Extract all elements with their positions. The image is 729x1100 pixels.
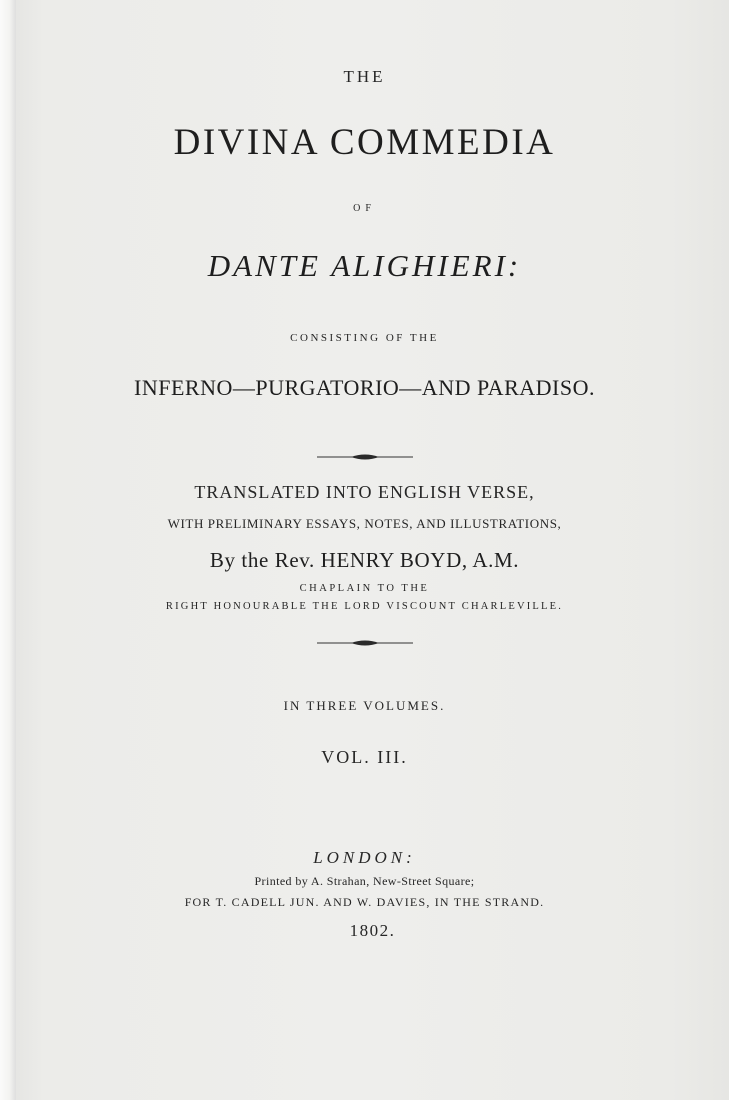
chaplain-line: CHAPLAIN TO THE	[299, 583, 430, 594]
viscount-line: RIGHT HONOURABLE THE LORD VISCOUNT CHARLEVILLE.	[165, 601, 564, 612]
translated-line: TRANSLATED INTO ENGLISH VERSE,	[194, 482, 535, 502]
parts-line: INFERNO—PURGATORIO—AND PARADISO.	[134, 375, 595, 400]
volume-number: VOL. III.	[321, 747, 408, 767]
volumes-line: IN THREE VOLUMES.	[283, 698, 446, 713]
ornament-rule-top	[0, 452, 729, 462]
work-title: DIVINA COMMEDIA	[173, 122, 556, 163]
ornament-icon	[317, 638, 413, 648]
translator-line: By the Rev. HENRY BOYD, A.M.	[209, 548, 520, 572]
consisting-line: CONSISTING OF THE	[290, 332, 439, 344]
printer-line: Printed by A. Strahan, New-Street Square;	[254, 874, 475, 888]
ornament-icon	[317, 452, 413, 462]
title-of: OF	[353, 203, 376, 214]
city-line: LONDON:	[313, 848, 416, 867]
ornament-rule-bottom	[0, 638, 729, 648]
title-the: THE	[343, 67, 386, 86]
publisher-line: FOR T. CADELL JUN. AND W. DAVIES, IN THE STRAND.	[184, 895, 545, 909]
year-line: 1802.	[349, 921, 396, 940]
author-name: DANTE ALIGHIERI:	[207, 248, 522, 283]
essays-line: WITH PRELIMINARY ESSAYS, NOTES, AND ILLUSTRATIONS,	[167, 516, 562, 531]
